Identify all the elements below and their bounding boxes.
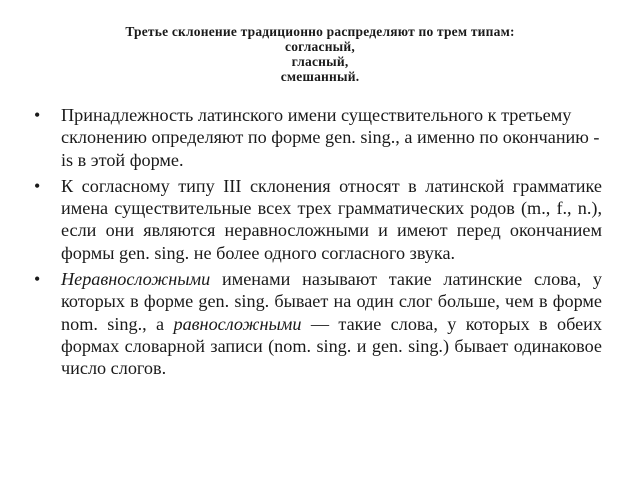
bullet-list [28, 104, 602, 384]
bullet-text: Принадлежность латинского имени существительного к третьему склонению определяют по форме gen. sing., а именно по окончанию -is в этой форме. [61, 105, 600, 170]
title-line: смешанный. [280, 69, 360, 84]
bullet-item [28, 268, 602, 379]
italic-term: Неравносложными [61, 269, 211, 290]
bullet-dot-icon: • [34, 175, 41, 196]
bullet-item [28, 175, 602, 264]
title-line: гласный, [291, 54, 349, 69]
slide-title [60, 24, 580, 84]
bullet-item [28, 104, 602, 171]
title-line: согласный, [285, 39, 355, 54]
title-line: Третье склонение традиционно распределяют по трем типам: [125, 24, 515, 39]
bullet-text-segment: именами называют такие латинские слова, у которых в форме gen. sing. бывает на один слог больше, чем в форме nom. sing., а [61, 269, 602, 334]
bullet-text-segment: — такие слова, у которых в обеих формах словарной записи (nom. sing. и gen. sing.) бывает одинаковое число слогов. [61, 313, 602, 379]
bullet-dot-icon: • [34, 105, 41, 125]
italic-term: равносложными [173, 313, 302, 334]
bullet-text [61, 268, 602, 379]
bullet-text: К согласному типу III склонения относят в латинской грамматике имена существительные всех трех грамматических родов (m., f., n.), если они являются неравносложными и имеют перед окончанием формы gen. sing. не более одного согласного звука. [61, 175, 602, 263]
bullet-dot-icon: • [34, 269, 41, 290]
